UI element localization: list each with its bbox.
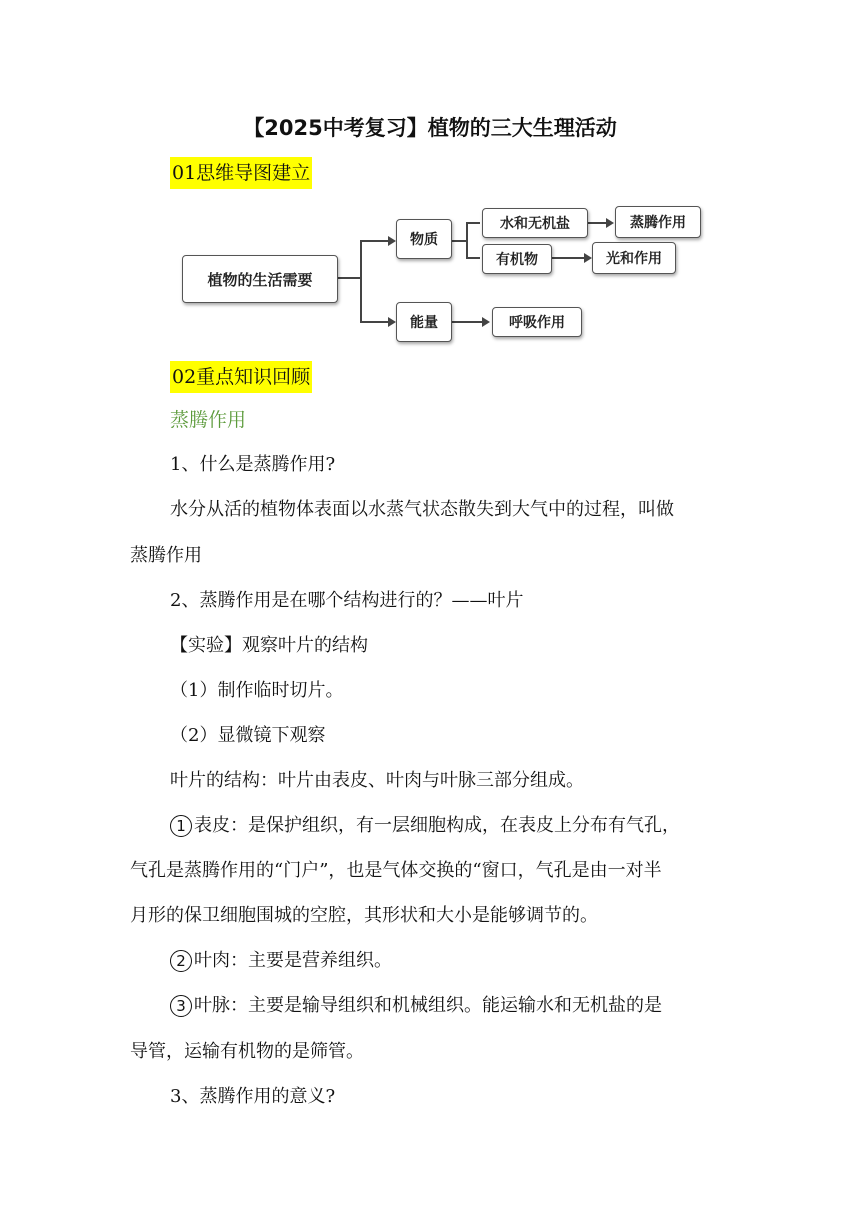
experiment-step-1: （1）制作临时切片。 <box>170 680 344 701</box>
mind-map-root-node: 植物的生活需要 <box>182 255 338 303</box>
experiment-heading: 【实验】观察叶片的结构 <box>170 635 368 656</box>
mind-map-energy-node: 能量 <box>396 302 452 342</box>
mind-map-transpiration-node: 蒸腾作用 <box>615 206 701 238</box>
epidermis-line-2: 气孔是蒸腾作用的“门户”，也是气体交换的“窗口，气孔是由一对半 <box>130 860 662 881</box>
vein-line-1: 3 叶脉：主要是输导组织和机械组织。能运输水和无机盐的是 <box>170 994 662 1018</box>
circled-number: 2 <box>170 950 192 972</box>
mind-map-diagram <box>170 197 705 347</box>
mesophyll-line: 2 叶肉：主要是营养组织。 <box>170 949 392 973</box>
mind-map-respiration-node: 呼吸作用 <box>492 307 582 337</box>
experiment-step-2: （2）显微镜下观察 <box>170 725 326 746</box>
section-heading-review: 02重点知识回顾 <box>170 361 312 393</box>
leaf-structure-summary: 叶片的结构：叶片由表皮、叶肉与叶脉三部分组成。 <box>170 770 584 791</box>
epidermis-line-3: 月形的保卫细胞围城的空腔，其形状和大小是能够调节的。 <box>130 905 598 926</box>
page-title: 【2025中考复习】植物的三大生理活动 <box>243 116 617 140</box>
mind-map-organic-node: 有机物 <box>482 244 552 274</box>
answer-1-line-1: 水分从活的植物体表面以水蒸气状态散失到大气中的过程，叫做 <box>170 499 674 520</box>
mind-map-matter-node: 物质 <box>396 219 452 259</box>
question-2: 2、蒸腾作用是在哪个结构进行的？——叶片 <box>170 590 524 611</box>
circled-number: 3 <box>170 995 192 1017</box>
answer-1-line-2: 蒸腾作用 <box>130 545 202 566</box>
vein-line-2: 导管，运输有机物的是筛管。 <box>130 1041 364 1062</box>
section-heading-mindmap: 01思维导图建立 <box>170 157 312 189</box>
epidermis-line-1: 1 表皮：是保护组织，有一层细胞构成，在表皮上分布有气孔， <box>170 814 680 838</box>
circled-number: 1 <box>170 815 192 837</box>
subheading-transpiration: 蒸腾作用 <box>170 409 247 431</box>
mind-map-photosynthesis-node: 光和作用 <box>592 242 676 274</box>
mind-map-water-salt-node: 水和无机盐 <box>482 208 588 238</box>
question-1: 1、什么是蒸腾作用? <box>170 454 336 475</box>
question-3: 3、蒸腾作用的意义? <box>170 1086 336 1107</box>
